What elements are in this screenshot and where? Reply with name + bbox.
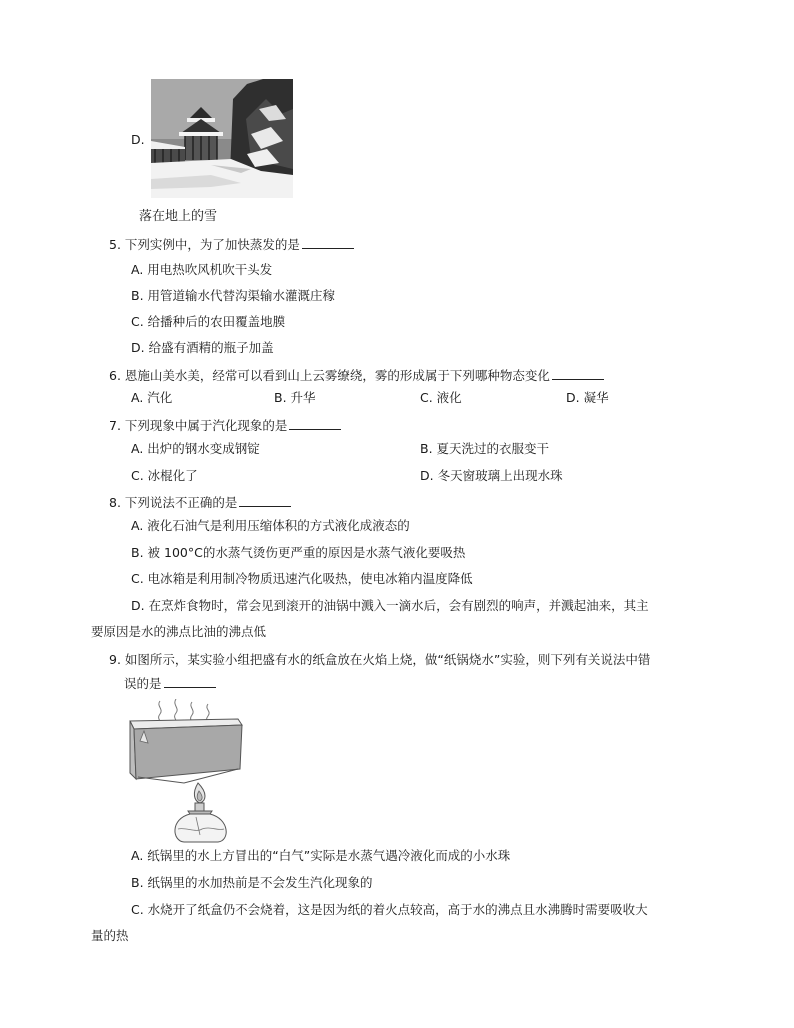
q9-stem-line2: 误的是 xyxy=(124,675,216,693)
q5-option-d: D. 给盛有酒精的瓶子加盖 xyxy=(131,340,274,355)
answer-blank xyxy=(164,675,216,688)
q9-option-c-continued: 量的热 xyxy=(91,928,129,943)
q5-option-b: B. 用管道输水代替沟渠输水灌溉庄稼 xyxy=(131,288,336,303)
q9-option-a: A. 纸锅里的水上方冒出的“白气”实际是水蒸气遇冷液化而成的小水珠 xyxy=(131,848,511,863)
q8-option-b: B. 被 100°C的水蒸气烫伤更严重的原因是水蒸气液化要吸热 xyxy=(131,545,466,560)
answer-blank xyxy=(552,367,604,380)
q8-stem: 8. 下列说法不正确的是 xyxy=(109,494,291,512)
q7-option-c: C. 冰棍化了 xyxy=(131,468,198,483)
q5-option-c: C. 给播种后的农田覆盖地膜 xyxy=(131,314,286,329)
q4-option-d-label: D. xyxy=(131,132,145,147)
q8-option-d: D. 在烹炸食物时，常会见到滚开的油锅中溅入一滴水后，会有剧烈的响声，并溅起油来，其主 xyxy=(131,598,649,613)
q6-option-a: A. 汽化 xyxy=(131,390,173,405)
q6-stem: 6. 恩施山美水美，经常可以看到山上云雾缭绕，雾的形成属于下列哪种物态变化 xyxy=(109,367,604,385)
q9-option-c: C. 水烧开了纸盒仍不会烧着，这是因为纸的着火点较高，高于水的沸点且水沸腾时需要吸收大 xyxy=(131,902,648,917)
q6-option-c: C. 液化 xyxy=(420,390,462,405)
q7-option-d: D. 冬天窗玻璃上出现水珠 xyxy=(420,468,563,483)
q5-stem: 5. 下列实例中，为了加快蒸发的是 xyxy=(109,236,354,254)
q6-option-d: D. 凝华 xyxy=(566,390,609,405)
q9-stem-line1: 9. 如图所示，某实验小组把盛有水的纸盒放在火焰上烧，做“纸锅烧水”实验，则下列有关说法中错 xyxy=(109,652,651,667)
q7-stem: 7. 下列现象中属于汽化现象的是 xyxy=(109,417,341,435)
snow-pavilion-photo xyxy=(151,79,293,198)
q4-option-d-caption: 落在地上的雪 xyxy=(139,209,218,224)
q7-option-b: B. 夏天洗过的衣服变干 xyxy=(420,441,550,456)
q5-option-a: A. 用电热吹风机吹干头发 xyxy=(131,262,273,277)
answer-blank xyxy=(289,417,341,430)
answer-blank xyxy=(239,494,291,507)
paper-pot-boiling-figure xyxy=(126,699,244,844)
q9-option-b: B. 纸锅里的水加热前是不会发生汽化现象的 xyxy=(131,875,373,890)
q7-option-a: A. 出炉的钢水变成钢锭 xyxy=(131,441,260,456)
q8-option-a: A. 液化石油气是利用压缩体积的方式液化成液态的 xyxy=(131,518,410,533)
q8-option-d-continued: 要原因是水的沸点比油的沸点低 xyxy=(91,624,267,639)
q8-option-c: C. 电冰箱是利用制冷物质迅速汽化吸热，使电冰箱内温度降低 xyxy=(131,571,473,586)
q6-option-b: B. 升华 xyxy=(274,390,316,405)
answer-blank xyxy=(302,236,354,249)
